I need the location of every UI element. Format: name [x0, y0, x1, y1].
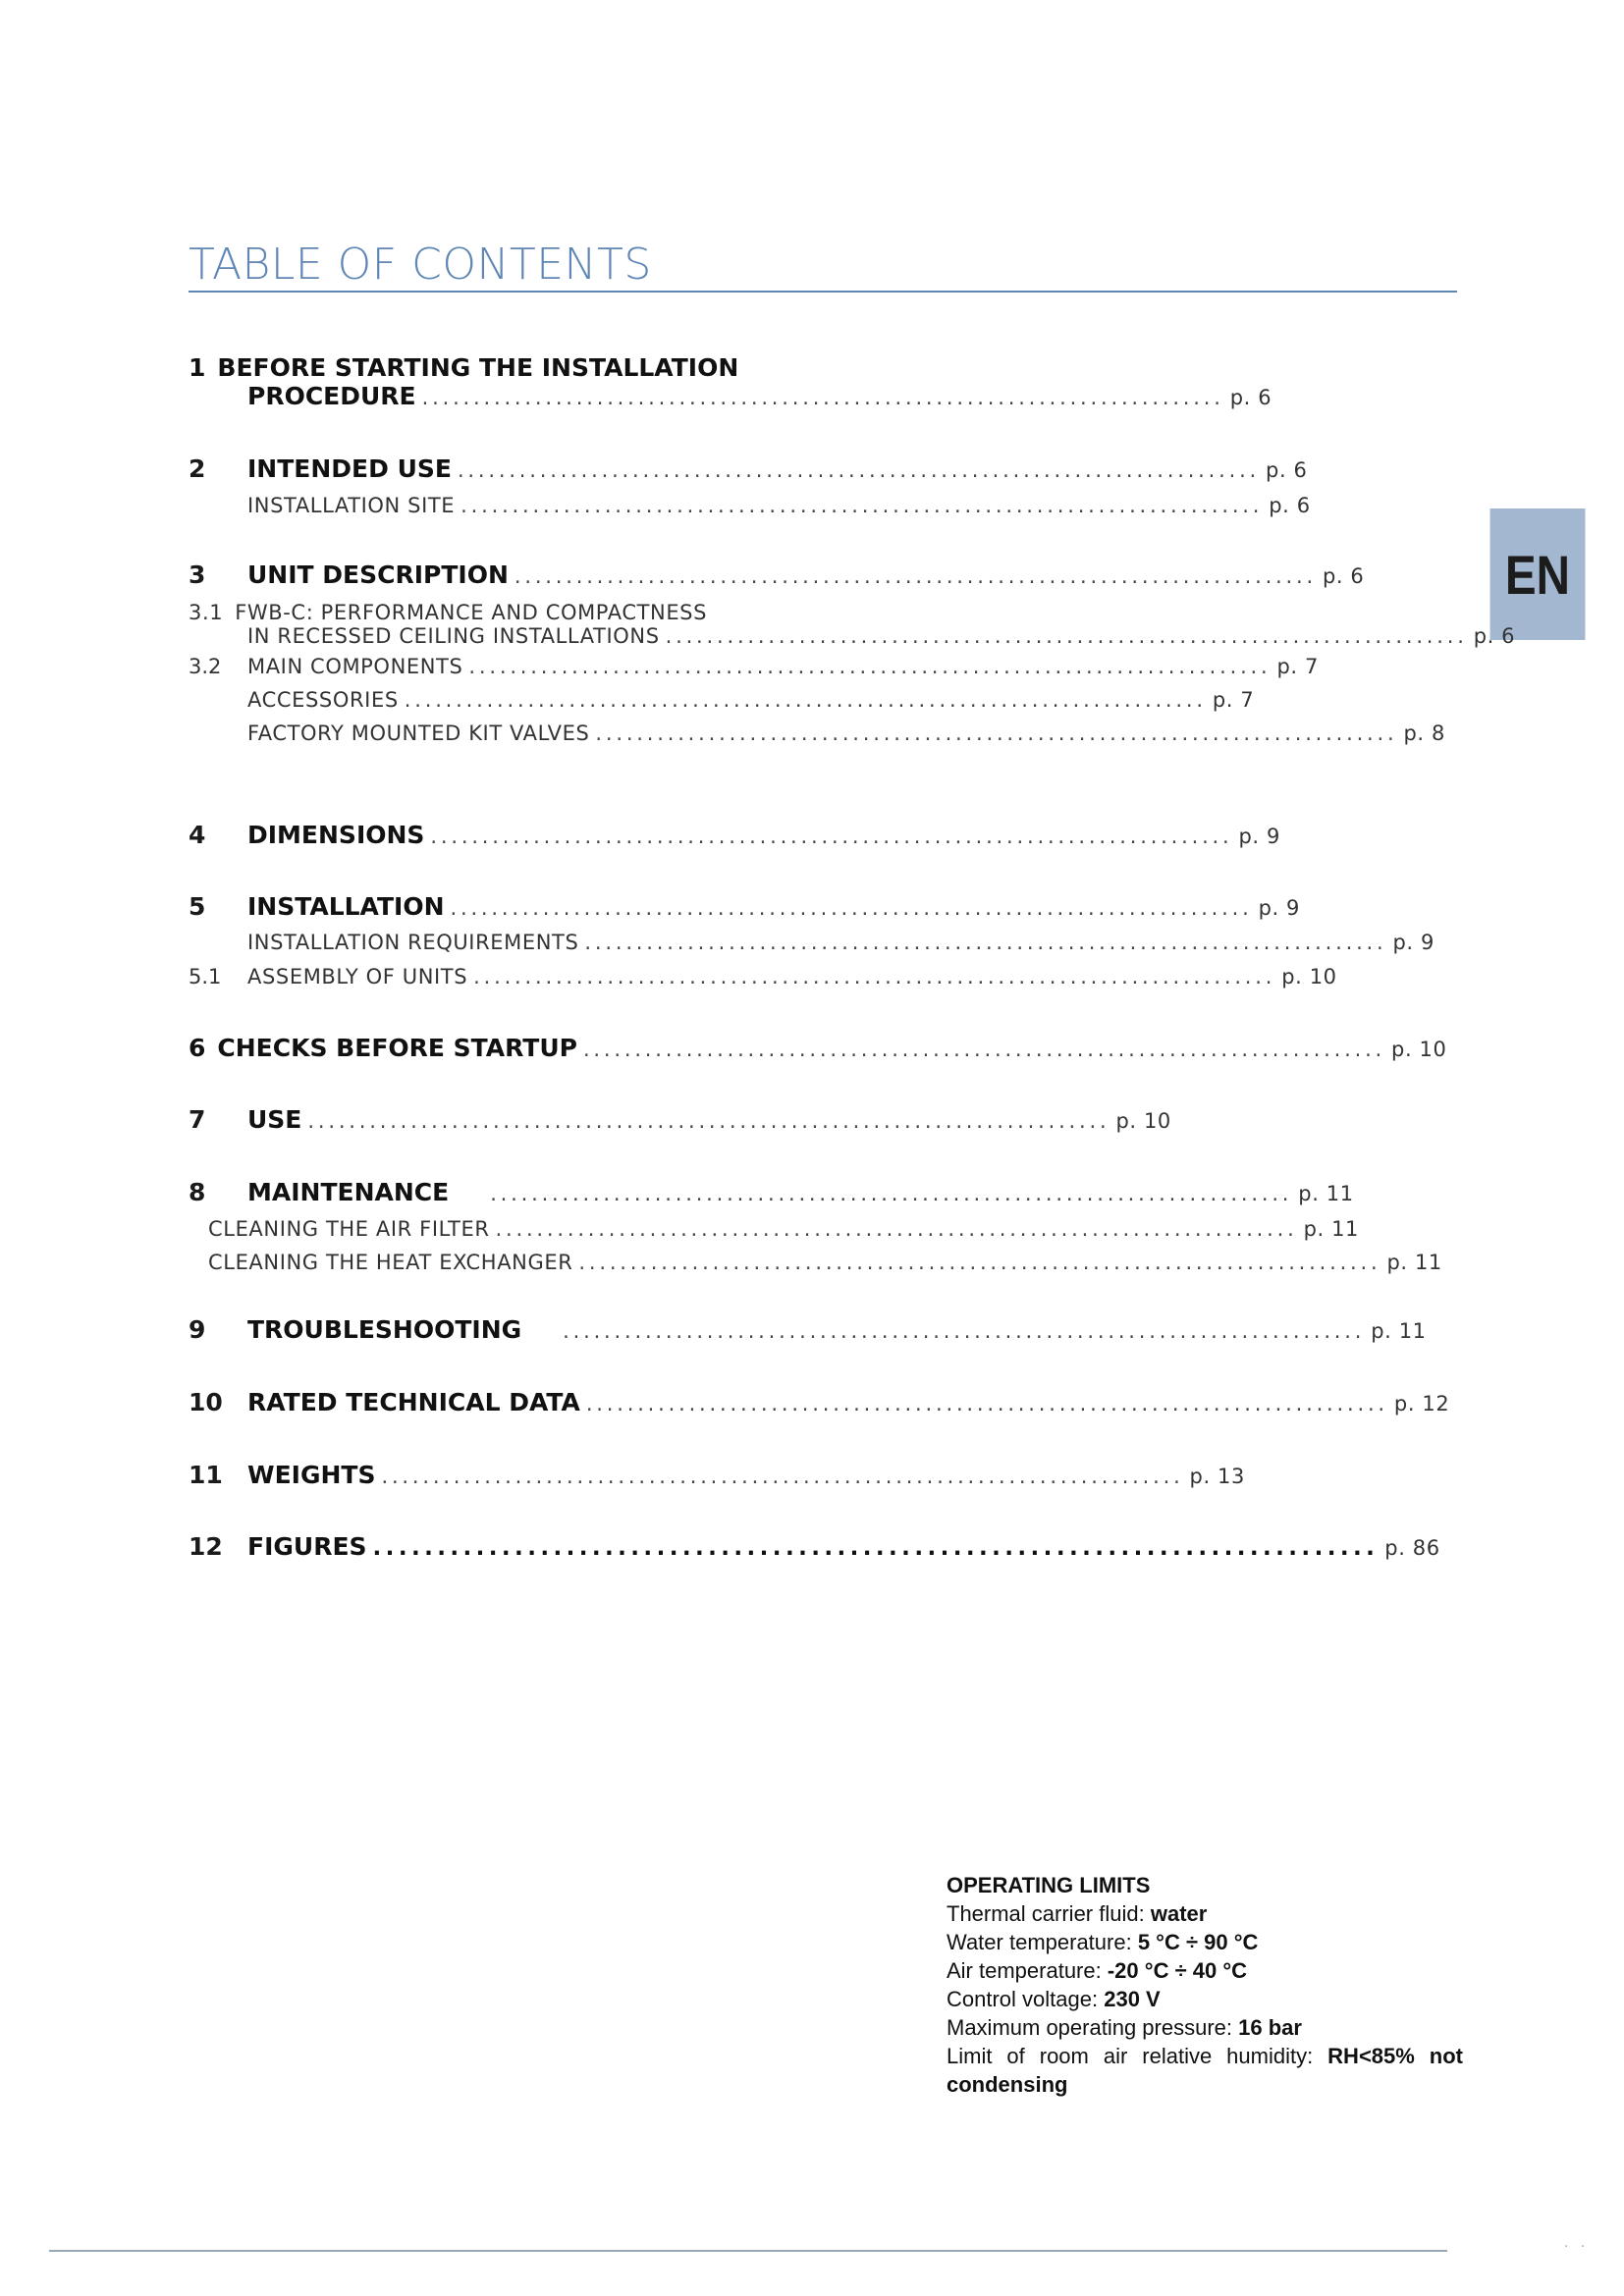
toc-label: MAINTENANCE — [247, 1178, 450, 1206]
toc-page: p. 6 — [1322, 564, 1365, 588]
toc-label: INSTALLATION — [247, 892, 445, 921]
operating-limits-heading: OPERATING LIMITS — [947, 1873, 1151, 1897]
toc-label: MAIN COMPONENTS — [247, 655, 463, 678]
toc-leader-dots: .............................................................................. — [473, 965, 1276, 988]
toc-number: 3.1 — [189, 601, 224, 624]
toc-number: 1 — [189, 353, 206, 382]
toc-leader-dots: .............................................................................. — [585, 1392, 1388, 1415]
toc-page: p. 9 — [1258, 896, 1301, 920]
toc-leader-dots: .............................................................................. — [421, 386, 1224, 409]
toc-label: CHECKS BEFORE STARTUP — [217, 1034, 577, 1062]
water-temp-line — [947, 1928, 1463, 1956]
toc-leader-dots: .............................................................................. — [665, 624, 1468, 648]
toc-page: p. 11 — [1371, 1319, 1427, 1343]
toc-page: p. 9 — [1392, 931, 1435, 954]
toc-entry-7[interactable] — [247, 1105, 1171, 1134]
toc-label: FACTORY MOUNTED KIT VALVES — [247, 721, 590, 745]
toc-label: RATED TECHNICAL DATA — [247, 1388, 580, 1416]
toc-number: 3.2 — [189, 655, 222, 678]
operating-limits-box — [947, 1871, 1463, 2099]
toc-leader-dots: .............................................................................. — [372, 1535, 1380, 1561]
toc-label: INSTALLATION REQUIREMENTS — [247, 931, 579, 954]
toc-number: 10 — [189, 1388, 223, 1416]
toc-page: p. 10 — [1115, 1109, 1171, 1133]
toc-number: 5 — [189, 892, 206, 921]
toc-entry-5-1[interactable] — [247, 965, 1337, 988]
water-temp-value: 5 °C ÷ 90 °C — [1137, 1930, 1259, 1954]
toc-number: 6 — [189, 1034, 206, 1062]
toc-number: 3 — [189, 561, 206, 589]
humidity-word: air — [1103, 2044, 1128, 2068]
toc-page: p. 7 — [1276, 655, 1319, 678]
toc-number: 7 — [189, 1105, 206, 1134]
toc-label: FIGURES — [247, 1532, 367, 1561]
water-temp-label: Water temperature: — [947, 1930, 1132, 1954]
toc-label: FWB-C: PERFORMANCE AND COMPACTNESS — [235, 601, 708, 624]
voltage-label: Control voltage: — [947, 1987, 1099, 2011]
toc-page: p. 11 — [1298, 1182, 1354, 1205]
toc-page: p. 10 — [1391, 1038, 1447, 1061]
toc-leader-dots: .............................................................................. — [578, 1251, 1381, 1274]
toc-number: 8 — [189, 1178, 206, 1206]
toc-entry-5[interactable] — [247, 892, 1301, 921]
toc-leader-dots: .............................................................................. — [514, 564, 1317, 588]
toc-page: p. 6 — [1269, 494, 1311, 517]
toc-page: p. 10 — [1281, 965, 1337, 988]
voltage-line — [947, 1985, 1463, 2013]
toc-page: p. 11 — [1386, 1251, 1442, 1274]
pressure-value: 16 bar — [1238, 2015, 1302, 2040]
toc-leader-dots: .............................................................................. — [457, 458, 1261, 482]
toc-label: USE — [247, 1105, 302, 1134]
toc-page: p. 8 — [1403, 721, 1445, 745]
toc-entry-11[interactable] — [247, 1461, 1245, 1489]
footer-mark: · · — [1564, 2239, 1590, 2255]
page-title: TABLE OF CONTENTS — [189, 240, 652, 290]
toc-number: 11 — [189, 1461, 223, 1489]
toc-label: BEFORE STARTING THE INSTALLATION — [217, 353, 739, 382]
toc-label: ACCESSORIES — [247, 688, 399, 712]
toc-page: p. 13 — [1189, 1465, 1245, 1488]
toc-entry-3-1[interactable] — [247, 624, 1516, 648]
language-code: EN — [1504, 543, 1571, 606]
toc-number: 12 — [189, 1532, 223, 1561]
toc-leader-dots: .............................................................................. — [468, 655, 1272, 678]
toc-leader-dots: .............................................................................. — [490, 1182, 1293, 1205]
toc-label: WEIGHTS — [247, 1461, 376, 1489]
toc-label: PROCEDURE — [247, 382, 416, 410]
toc-entry-12[interactable] — [247, 1532, 1440, 1561]
toc-entry-1-heading[interactable] — [189, 353, 738, 382]
humidity-value-word: not — [1429, 2044, 1463, 2068]
toc-leader-dots: .............................................................................. — [584, 931, 1387, 954]
fluid-label: Thermal carrier fluid: — [947, 1901, 1145, 1926]
toc-page: p. 7 — [1212, 688, 1255, 712]
toc-page: p. 86 — [1384, 1536, 1440, 1560]
toc-leader-dots: .............................................................................. — [582, 1038, 1386, 1061]
toc-leader-dots: .............................................................................. — [381, 1465, 1184, 1488]
air-temp-label: Air temperature: — [947, 1958, 1102, 1983]
fluid-value: water — [1150, 1901, 1208, 1926]
humidity-word: relative — [1142, 2044, 1213, 2068]
humidity-word: Limit — [947, 2044, 993, 2068]
toc-label: CLEANING THE HEAT EXCHANGER — [208, 1251, 573, 1274]
toc-label: UNIT DESCRIPTION — [247, 561, 509, 589]
toc-label: IN RECESSED CEILING INSTALLATIONS — [247, 624, 660, 648]
toc-number: 4 — [189, 821, 206, 849]
toc-entry-kit-valves[interactable] — [247, 721, 1445, 745]
toc-entry-installation-requirements[interactable] — [247, 931, 1435, 954]
toc-leader-dots: .............................................................................. — [563, 1319, 1366, 1343]
toc-entry-cleaning-air-filter[interactable] — [208, 1217, 1359, 1241]
toc-entry-3-2[interactable] — [247, 655, 1319, 678]
toc-entry-cleaning-heat-exchanger[interactable] — [208, 1251, 1442, 1274]
toc-page: p. 6 — [1473, 624, 1516, 648]
toc-entry-2[interactable] — [247, 454, 1308, 483]
humidity-word: humidity: — [1226, 2044, 1314, 2068]
toc-label: CLEANING THE AIR FILTER — [208, 1217, 490, 1241]
pressure-label: Maximum operating pressure: — [947, 2015, 1233, 2040]
toc-leader-dots: .............................................................................. — [460, 494, 1264, 517]
toc-entry-3[interactable] — [247, 561, 1365, 589]
toc-page: p. 6 — [1266, 458, 1308, 482]
toc-entry-1[interactable] — [247, 382, 1272, 410]
humidity-value-word: RH<85% — [1327, 2044, 1415, 2068]
toc-leader-dots: .............................................................................. — [495, 1217, 1298, 1241]
fluid-line — [947, 1899, 1463, 1928]
toc-entry-9[interactable] — [247, 1315, 1427, 1344]
humidity-word: room — [1039, 2044, 1089, 2068]
toc-entry-3-1-heading[interactable] — [189, 601, 707, 624]
air-temp-line — [947, 1956, 1463, 1985]
toc-entry-2-installation-site[interactable] — [247, 494, 1311, 517]
toc-label: TROUBLESHOOTING — [247, 1315, 522, 1344]
toc-entry-6[interactable] — [189, 1034, 1447, 1062]
toc-page: p. 12 — [1393, 1392, 1450, 1415]
pressure-line — [947, 2013, 1463, 2042]
humidity-line — [947, 2042, 1463, 2070]
toc-leader-dots: .............................................................................. — [307, 1109, 1110, 1133]
toc-label: DIMENSIONS — [247, 821, 425, 849]
toc-page: p. 11 — [1303, 1217, 1359, 1241]
toc-entry-8[interactable] — [247, 1178, 1354, 1206]
toc-number: 5.1 — [189, 965, 222, 988]
humidity-line-cont — [947, 2070, 1463, 2099]
toc-entry-10[interactable] — [247, 1388, 1450, 1416]
toc-label: ASSEMBLY OF UNITS — [247, 965, 468, 988]
toc-label: INSTALLATION SITE — [247, 494, 456, 517]
toc-leader-dots: .............................................................................. — [404, 688, 1207, 712]
toc-entry-4[interactable] — [247, 821, 1280, 849]
toc-number: 2 — [189, 454, 206, 483]
humidity-word: of — [1006, 2044, 1025, 2068]
footer-rule — [49, 2250, 1447, 2252]
toc-leader-dots: .............................................................................. — [595, 721, 1398, 745]
toc-label: INTENDED USE — [247, 454, 452, 483]
toc-page: p. 6 — [1229, 386, 1272, 409]
toc-leader-dots: .............................................................................. — [450, 896, 1253, 920]
air-temp-value: -20 °C ÷ 40 °C — [1107, 1958, 1248, 1983]
toc-number: 9 — [189, 1315, 206, 1344]
voltage-value: 230 V — [1104, 1987, 1161, 2011]
toc-entry-accessories[interactable] — [247, 688, 1255, 712]
humidity-value-cont: condensing — [947, 2072, 1068, 2097]
toc-page: p. 9 — [1238, 825, 1280, 848]
toc-leader-dots: .............................................................................. — [430, 825, 1233, 848]
